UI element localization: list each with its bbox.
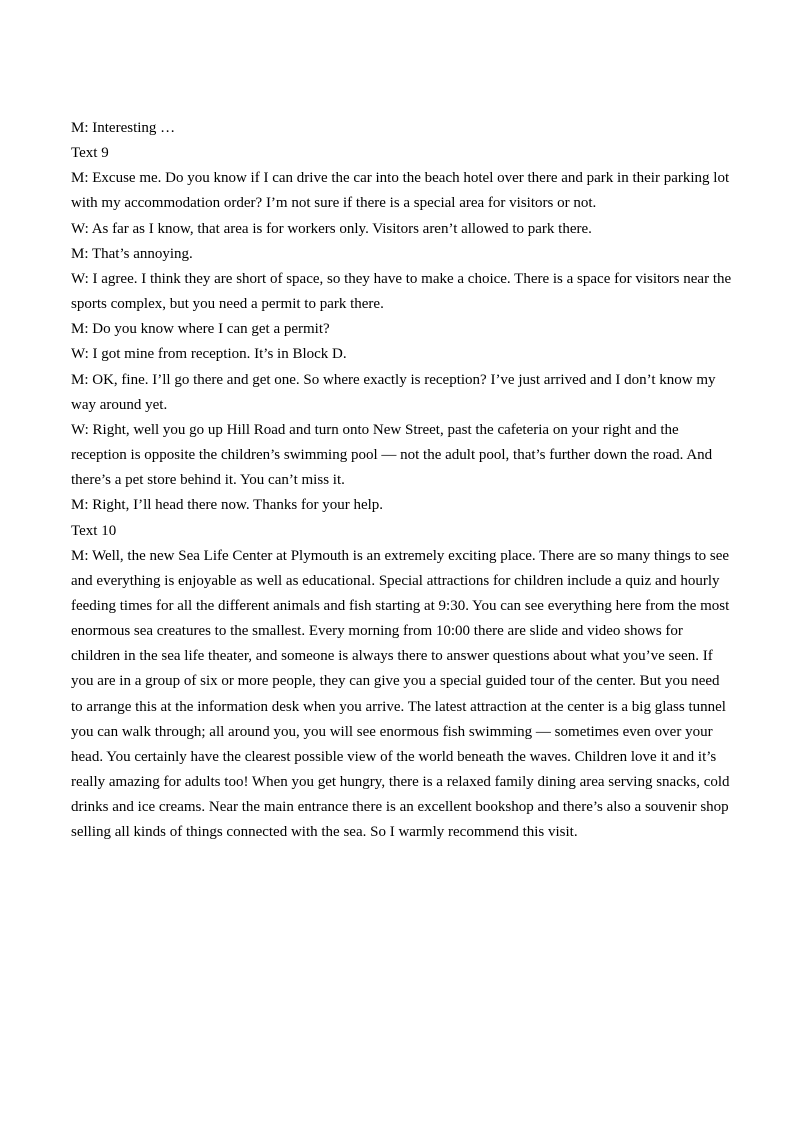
dialogue-line: M: That’s annoying. — [71, 245, 193, 262]
dialogue-line: M: OK, fine. I’ll go there and get one. So where exactly is reception? I’ve just arrived and I don’t know my way around yet. — [71, 371, 716, 413]
section-heading-text-9: Text 9 — [71, 145, 109, 162]
transcript-text-block — [71, 116, 733, 846]
dialogue-line: W: I agree. I think they are short of space, so they have to make a choice. There is a space for visitors near the sports complex, but you need a permit to park there. — [71, 270, 732, 313]
dialogue-line: M: Excuse me. Do you know if I can drive the car into the beach hotel over there and park in their parking lot with my accommodation order? I’m not sure if there is a special area for visitors or not. — [71, 170, 730, 212]
monologue-paragraph: M: Well, the new Sea Life Center at Plymouth is an extremely exciting place. There are so many things to see and everything is enjoyable as well as educational. Special attractions for children include a quiz and hourly feeding times for all the different animals and fish starting at 9:30. You can see everything here from the most enormous sea creatures to the smallest. Every morning from 10:00 there are slide and video shows for children in the sea life theater, and someone is always there to answer questions about what you’ve seen. If you are in a group of six or more people, they can give you a special guided tour of the center. But you need to arrange this at the information desk when you arrive. The latest attraction at the center is a big glass tunnel you can walk through; all around you, you will see enormous fish swimming — sometimes even over your head. You certainly have the clearest possible view of the world beneath the waves. Children love it and it’s really amazing for adults too! When you get hungry, there is a relaxed family dining area serving snacks, cold drinks and ice creams. Near the main entrance there is an excellent bookshop and there’s also a souvenir shop selling all kinds of things connected with the sea. So I warmly recommend this visit. — [71, 547, 730, 841]
dialogue-line-m-interesting: M: Interesting … — [71, 120, 176, 136]
dialogue-line: M: Right, I’ll head there now. Thanks for your help. — [71, 497, 384, 514]
dialogue-line: W: As far as I know, that area is for workers only. Visitors aren’t allowed to park there. — [71, 220, 592, 237]
dialogue-line: W: I got mine from reception. It’s in Block D. — [71, 346, 347, 363]
dialogue-line: M: Do you know where I can get a permit? — [71, 321, 330, 338]
dialogue-line: W: Right, well you go up Hill Road and turn onto New Street, past the cafeteria on your right and the reception is opposite the children’s swimming pool — not the adult pool, that’s further down the road. And there’s a pet store behind it. You can’t miss it. — [71, 421, 713, 489]
section-heading-text-10: Text 10 — [71, 522, 117, 539]
